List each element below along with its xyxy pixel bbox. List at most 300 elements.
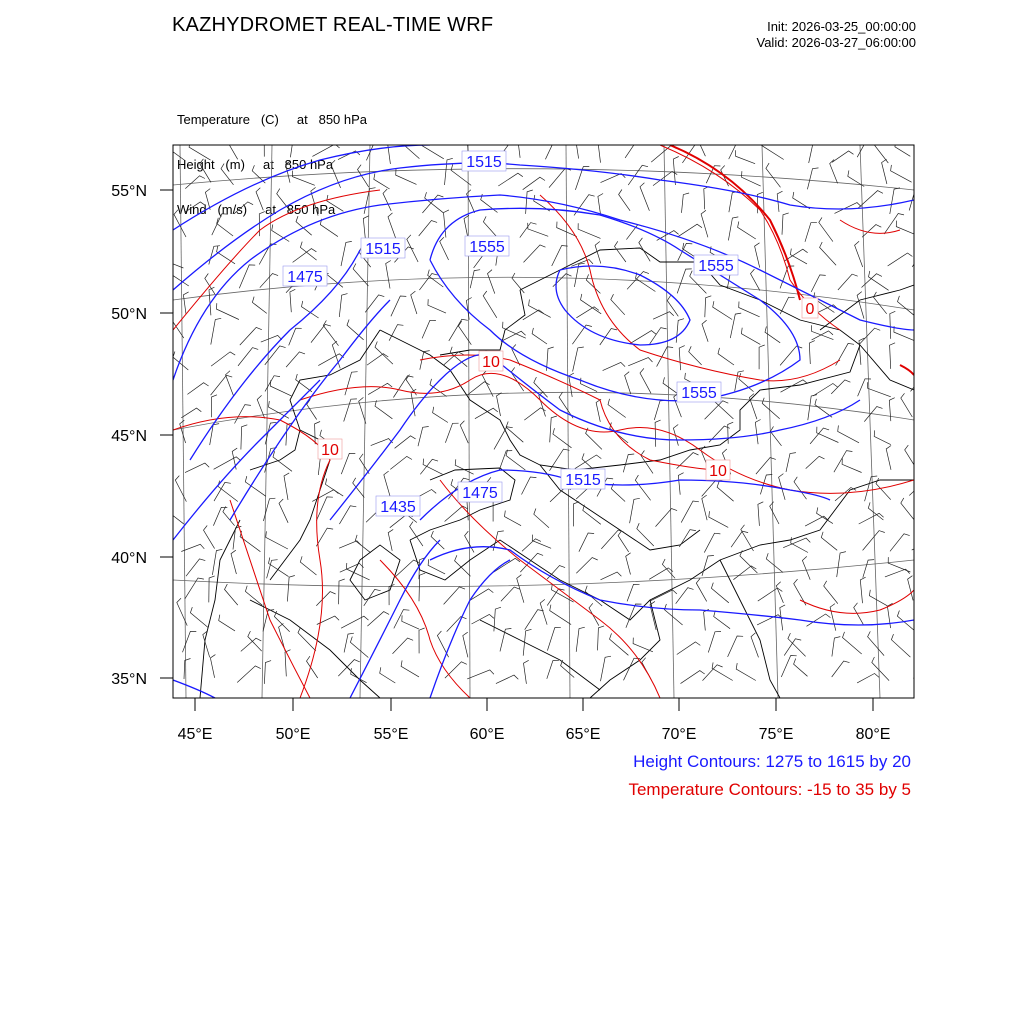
wind-barb xyxy=(187,383,208,395)
wind-barb xyxy=(211,375,233,395)
valid-time: Valid: 2026-03-27_06:00:00 xyxy=(756,35,916,50)
wind-barb xyxy=(673,157,678,186)
wind-barb xyxy=(810,428,829,444)
wind-barb xyxy=(908,576,914,601)
wind-barb xyxy=(886,446,891,470)
wind-barb xyxy=(830,160,838,184)
wind-barb xyxy=(212,214,228,235)
wind-barb xyxy=(598,194,603,215)
wind-barb xyxy=(837,552,846,578)
wind-barb xyxy=(449,319,468,341)
wind-barb xyxy=(627,584,639,601)
wind-barb xyxy=(256,188,263,211)
wind-barb xyxy=(572,325,592,344)
wind-barb xyxy=(677,224,702,237)
wind-barb xyxy=(545,138,561,159)
wind-barb xyxy=(667,296,678,317)
wind-barb xyxy=(681,501,699,523)
wind-barb xyxy=(237,666,261,683)
wind-barb xyxy=(751,633,759,658)
wind-barb xyxy=(677,453,699,469)
wind-barb xyxy=(802,556,810,579)
wind-barb xyxy=(728,636,744,657)
wind-barb xyxy=(252,297,266,314)
wind-barb xyxy=(838,425,859,442)
wind-barb xyxy=(340,563,364,572)
wind-barb xyxy=(211,318,221,344)
height-label: 1515 xyxy=(565,472,601,489)
wind-barb xyxy=(347,320,364,340)
wind-barb xyxy=(790,249,807,264)
wind-barb xyxy=(696,578,706,601)
wind-barb xyxy=(272,225,290,242)
wind-barb xyxy=(183,631,197,652)
wind-barb xyxy=(363,216,368,241)
height-label: 1555 xyxy=(681,385,717,402)
wind-barb xyxy=(540,599,547,624)
lon-label: 55°E xyxy=(373,726,409,743)
lon-label: 70°E xyxy=(661,726,697,743)
wind-barb xyxy=(523,629,531,655)
wind-barb xyxy=(589,603,599,625)
wind-barb xyxy=(529,300,551,318)
wind-barb xyxy=(496,675,518,684)
wind-barb xyxy=(534,509,549,528)
wind-barb xyxy=(832,661,850,677)
wind-barb xyxy=(909,483,928,496)
wind-barb xyxy=(806,456,825,468)
graticule xyxy=(173,145,914,698)
wind-barb xyxy=(628,358,652,366)
wind-barb xyxy=(211,352,235,366)
wind-barb xyxy=(226,371,234,397)
lon-label: 50°E xyxy=(275,726,311,743)
wind-barb xyxy=(640,368,651,393)
wind-barb xyxy=(784,639,801,656)
wind-barb xyxy=(499,451,512,471)
wind-barb xyxy=(738,222,756,240)
lon-label: 60°E xyxy=(469,726,505,743)
wind-barb xyxy=(842,458,862,472)
wind-barb xyxy=(615,241,626,262)
wind-barb xyxy=(444,210,449,238)
wind-barb xyxy=(890,311,896,339)
wind-barb xyxy=(755,420,760,445)
wind-barb xyxy=(770,426,781,445)
wind-barb xyxy=(217,303,239,319)
wind-barb xyxy=(625,142,642,158)
wind-barb xyxy=(608,399,626,418)
wind-barb xyxy=(819,217,833,241)
wind-barb xyxy=(395,436,416,449)
wind-barb xyxy=(341,453,355,474)
wind-barb xyxy=(890,343,896,369)
wind-barb xyxy=(832,637,840,657)
wind-barb xyxy=(733,566,756,580)
wind-barb xyxy=(794,659,808,677)
wind-barb xyxy=(711,583,728,603)
wind-barb xyxy=(214,482,231,501)
wind-barb xyxy=(431,531,444,549)
wind-barb xyxy=(419,628,425,653)
lat-label: 40°N xyxy=(111,550,147,567)
wind-barb xyxy=(189,141,210,160)
wind-barb xyxy=(912,247,930,267)
wind-barb xyxy=(488,270,495,294)
wind-barb xyxy=(240,531,260,552)
wind-barb xyxy=(175,476,186,502)
wind-barb xyxy=(709,511,728,527)
wind-barb xyxy=(344,399,357,422)
wind-barb xyxy=(380,667,396,683)
wind-barb xyxy=(263,610,274,632)
wind-barb xyxy=(341,241,352,266)
wind-barb xyxy=(463,632,468,657)
field-wind: Wind (m/s) at 850 hPa xyxy=(177,202,336,217)
wind-barb xyxy=(550,487,571,502)
wind-barb xyxy=(869,590,887,606)
wind-barb xyxy=(860,577,865,603)
wind-barb xyxy=(493,558,520,572)
wind-barb xyxy=(676,588,694,604)
wind-barb xyxy=(458,321,471,345)
wind-barb xyxy=(702,495,707,520)
wind-barb xyxy=(389,584,395,605)
wind-barb xyxy=(212,549,222,575)
wind-barb xyxy=(834,451,853,473)
wind-barb xyxy=(654,400,666,420)
wind-barb xyxy=(269,401,289,418)
wind-barb xyxy=(639,238,650,261)
wind-barb xyxy=(375,342,393,365)
wind-barb xyxy=(813,384,838,397)
wind-barb xyxy=(770,502,779,524)
wind-barb xyxy=(290,134,299,157)
wind-barb xyxy=(679,346,685,371)
wind-barb xyxy=(506,422,523,443)
wind-barb xyxy=(402,615,419,629)
wind-barb xyxy=(238,348,258,366)
wind-barb xyxy=(346,563,369,580)
wind-barb xyxy=(603,362,626,370)
wind-barbs xyxy=(167,133,938,684)
wind-barb xyxy=(805,222,817,242)
wind-barb xyxy=(575,134,580,159)
wind-barb xyxy=(339,579,345,604)
wind-barb xyxy=(739,302,760,317)
wind-barb xyxy=(759,345,765,369)
lat-label: 50°N xyxy=(111,306,147,323)
wind-barb xyxy=(821,532,837,551)
wind-barb xyxy=(781,656,796,678)
wind-barb xyxy=(498,173,523,186)
wind-barb xyxy=(316,592,335,606)
height-label: 1515 xyxy=(466,154,502,171)
wind-barb xyxy=(270,380,291,396)
wind-barb xyxy=(794,477,807,499)
wind-barb xyxy=(240,327,262,345)
wind-barb xyxy=(505,511,522,526)
lon-label: 75°E xyxy=(758,726,794,743)
wind-barb xyxy=(445,423,458,443)
wind-barb xyxy=(712,662,733,680)
wind-barb xyxy=(298,627,316,651)
wind-barb xyxy=(169,507,183,524)
wind-barb xyxy=(467,190,475,213)
longitude-labels xyxy=(178,726,891,743)
wind-barb xyxy=(635,475,650,500)
wind-barb xyxy=(855,241,863,267)
wind-barb xyxy=(598,139,603,163)
wind-barb xyxy=(433,407,448,423)
wind-barb xyxy=(653,312,674,320)
wind-barb xyxy=(292,171,314,186)
wind-barb xyxy=(681,671,705,684)
wind-barb xyxy=(219,615,235,631)
wind-barb xyxy=(872,657,889,681)
wind-barb xyxy=(353,264,368,287)
wind-barb xyxy=(234,202,253,214)
wind-barb xyxy=(483,291,497,318)
wind-barb xyxy=(185,463,209,473)
wind-barb xyxy=(185,202,206,213)
wind-barb xyxy=(735,371,744,392)
wind-barb xyxy=(384,471,391,499)
wind-barb xyxy=(547,627,560,650)
wind-barb xyxy=(585,586,602,606)
wind-barb xyxy=(428,299,446,313)
wind-barb xyxy=(766,163,781,187)
wind-barb xyxy=(882,159,887,184)
wind-barb xyxy=(316,497,333,521)
temperature-label: 0 xyxy=(805,301,815,318)
wind-barb xyxy=(630,498,640,523)
wind-barb xyxy=(289,328,302,345)
wind-barb xyxy=(679,530,696,547)
wind-barb xyxy=(274,611,289,632)
temperature-legend: Temperature Contours: -15 to 35 by 5 xyxy=(628,780,911,799)
map-frame xyxy=(173,145,914,698)
wind-barb xyxy=(678,243,693,260)
height-label: 1435 xyxy=(380,499,416,516)
wind-barb xyxy=(640,183,649,211)
wind-barb xyxy=(656,509,678,527)
wind-barb xyxy=(576,307,599,318)
wind-barb xyxy=(279,499,288,523)
wind-barb xyxy=(532,328,547,344)
wind-barb xyxy=(601,572,622,580)
wind-barb xyxy=(708,631,721,652)
height-contours xyxy=(173,145,914,698)
wind-barb xyxy=(917,430,936,446)
wind-barb xyxy=(339,506,356,524)
wind-barb xyxy=(857,292,864,319)
wind-barb xyxy=(717,482,734,502)
wind-barb xyxy=(704,533,720,552)
wind-barb xyxy=(728,422,734,444)
wind-barb xyxy=(316,528,333,546)
wind-barb xyxy=(386,261,391,289)
wind-barb xyxy=(375,400,392,419)
wind-barb xyxy=(890,534,910,552)
wind-barb xyxy=(578,223,600,238)
wind-barb xyxy=(500,628,511,651)
wind-barb xyxy=(888,557,910,572)
wind-barb xyxy=(576,627,585,652)
wind-barb xyxy=(418,427,429,447)
wind-barb xyxy=(758,588,783,601)
wind-barb xyxy=(475,408,498,419)
wind-barb xyxy=(177,598,187,625)
wind-barb xyxy=(170,268,189,287)
wind-barb xyxy=(217,218,233,236)
wind-barb xyxy=(523,177,545,190)
wind-barb xyxy=(503,322,526,338)
wind-barb xyxy=(729,138,746,159)
wind-barb xyxy=(916,274,937,289)
wind-barb xyxy=(677,269,692,294)
wind-barb xyxy=(736,663,756,680)
wind-barb xyxy=(619,190,631,211)
wind-barb xyxy=(574,502,580,527)
wind-barb xyxy=(302,301,319,318)
wind-barb xyxy=(422,320,436,338)
wind-barb xyxy=(714,611,730,629)
wind-barb xyxy=(218,481,238,502)
wind-barb xyxy=(576,558,597,574)
wind-barb xyxy=(239,265,255,288)
wind-barb xyxy=(506,450,525,470)
wind-barb xyxy=(890,188,900,214)
wind-barb xyxy=(598,626,605,651)
wind-barb xyxy=(807,614,831,626)
wind-barb xyxy=(755,243,760,268)
wind-barb xyxy=(657,347,674,367)
wind-barb xyxy=(857,674,879,683)
height-label: 1475 xyxy=(462,485,498,502)
wind-barb xyxy=(470,270,480,289)
wind-barb xyxy=(460,421,468,443)
wind-barb xyxy=(838,274,858,290)
wind-barb xyxy=(912,541,934,550)
wind-barb xyxy=(169,143,185,161)
wind-barb xyxy=(419,221,437,237)
wind-barb xyxy=(891,634,910,657)
wind-barb xyxy=(320,219,338,237)
wind-barb xyxy=(891,165,912,182)
wind-barb xyxy=(388,529,393,550)
wind-barb xyxy=(865,476,878,501)
wind-barb xyxy=(367,612,389,627)
temperature-contours xyxy=(173,145,914,698)
wind-barb xyxy=(226,134,238,160)
wind-barb xyxy=(312,144,339,156)
field-temperature: Temperature (C) at 850 hPa xyxy=(177,112,368,127)
wind-barb xyxy=(264,661,271,684)
wind-barb xyxy=(611,294,625,315)
height-label: 1555 xyxy=(698,258,734,275)
wind-barb xyxy=(221,164,234,185)
wind-barb xyxy=(901,393,913,417)
wind-barb xyxy=(731,531,748,547)
wind-barb xyxy=(713,301,732,319)
wind-barb xyxy=(512,273,524,293)
wind-barb xyxy=(664,604,682,625)
wind-barb xyxy=(260,274,278,288)
wind-barb xyxy=(678,473,683,495)
wind-barb xyxy=(550,416,557,442)
wind-barb xyxy=(307,399,317,419)
wind-barb xyxy=(728,217,738,241)
wind-barb xyxy=(788,633,806,656)
wind-barb xyxy=(411,291,417,314)
height-legend: Height Contours: 1275 to 1615 by 20 xyxy=(633,752,911,771)
wind-barb xyxy=(525,610,544,630)
wind-barb xyxy=(341,616,368,628)
wind-barb xyxy=(550,605,571,625)
wind-barb xyxy=(396,169,417,184)
wind-barb xyxy=(204,526,215,549)
wind-barb xyxy=(523,310,544,320)
wind-barb xyxy=(267,560,278,579)
wind-barb xyxy=(524,660,529,684)
wind-barb xyxy=(522,477,537,495)
wind-barb xyxy=(264,135,270,157)
wind-barb xyxy=(467,670,494,679)
wind-barb xyxy=(831,380,850,394)
wind-barb xyxy=(547,660,559,679)
wind-barb xyxy=(311,324,331,342)
wind-barb xyxy=(326,479,344,497)
wind-barb xyxy=(702,320,708,342)
wind-barb xyxy=(401,137,419,159)
wind-barb xyxy=(625,372,631,394)
page-title: KAZHYDROMET REAL-TIME WRF xyxy=(172,14,494,36)
wind-barb xyxy=(225,584,238,605)
wind-barb xyxy=(869,271,889,290)
wind-barb xyxy=(445,662,467,678)
wind-barb xyxy=(889,398,894,421)
wind-barb xyxy=(410,522,423,547)
wind-barb xyxy=(859,328,880,344)
wind-barb xyxy=(782,213,789,235)
wind-barb xyxy=(650,601,656,630)
wind-barb xyxy=(786,453,796,472)
wind-barb xyxy=(528,223,549,236)
wind-barb xyxy=(466,298,471,320)
wind-barb xyxy=(213,507,227,525)
wind-barb xyxy=(497,393,502,416)
wind-barb xyxy=(241,425,247,450)
wind-barb xyxy=(758,502,763,526)
wind-barb xyxy=(824,581,838,604)
wind-barb xyxy=(579,533,594,552)
wind-barb xyxy=(353,478,365,498)
wind-barb xyxy=(915,347,934,364)
wind-barb xyxy=(518,136,523,157)
wind-barb xyxy=(300,556,316,575)
wind-barb xyxy=(235,405,251,424)
wind-barb xyxy=(776,582,783,603)
wind-barb xyxy=(888,253,913,266)
wind-barb xyxy=(868,631,885,655)
wind-barb xyxy=(701,210,708,237)
wind-barb xyxy=(493,500,499,522)
latitude-labels xyxy=(111,183,147,688)
wind-barb xyxy=(581,378,598,392)
wind-barb xyxy=(472,614,494,624)
wind-barb xyxy=(184,659,191,680)
